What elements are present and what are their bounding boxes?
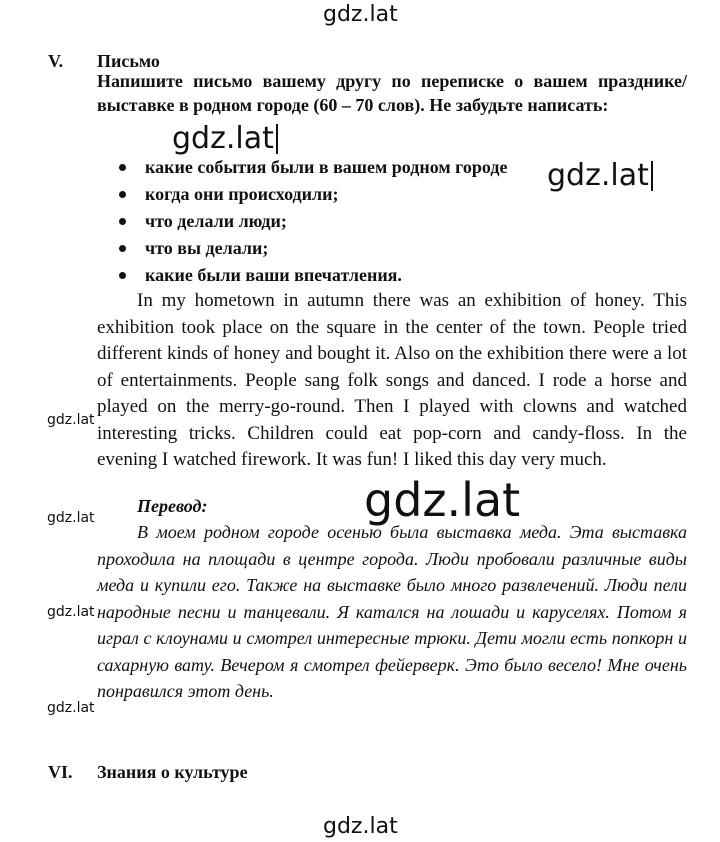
list-item: [115, 208, 507, 235]
watermark-large: gdz.lat: [364, 473, 521, 527]
task-instructions: Напишите письмо вашему другу по переписке о вашем празднике/выставке в родном городе (60 – 70 слов). Не забудьте написать:: [97, 71, 687, 115]
section-title-6: Знания о культуре: [97, 762, 248, 782]
letter-text: In my hometown in autumn there was an exhibition of honey. This exhibition took place on the square in the center of the town. People tried different kinds of honey and bought it. Also on the exhibition there were a lot of entertainments. People sang folk songs and danced. I rode a horse and played on the merry-go-round. Then I played with clowns and watched interesting tricks. Children could eat pop-corn and candy-floss. In the evening I watched firework. It was fun! I liked this day very much.: [97, 290, 687, 470]
bullet-text: что делали люди;: [145, 211, 287, 231]
watermark-margin-1: gdz.lat: [47, 412, 95, 428]
translation-heading: Перевод:: [137, 496, 208, 516]
bullet-icon: [119, 245, 126, 252]
watermark-mid-right: gdz.lat: [547, 161, 653, 191]
translation-text: В моем родном городе осенью была выставка меда. Эта выставка проходила на площади в центре города. Люди пробовали различные виды меда и купили его. Также на выставке было много развлечений. Люди пели народные песни и танцевали. Я катался на лошади и каруселях. Потом я играл с клоунами и смотрел интересные трюки. Дети могли есть попкорн и сахарную вату. Вечером я смотрел фейерверк. Это было весело! Мне очень понравился этот день.: [97, 522, 687, 701]
bullet-text: какие были ваши впечатления.: [145, 265, 402, 285]
bullet-icon: [119, 164, 126, 171]
bullet-text: какие события были в вашем родном городе: [145, 157, 508, 177]
section-number-5: V.: [48, 51, 64, 71]
list-item: [115, 154, 507, 181]
watermark-margin-3: gdz.lat: [47, 604, 95, 620]
bullet-text: что вы делали;: [145, 238, 269, 258]
watermark-margin-2: gdz.lat: [47, 510, 95, 526]
bullet-text: когда они происходили;: [145, 184, 339, 204]
task-bullet-list: [115, 154, 507, 289]
bullet-icon: [119, 218, 126, 225]
list-item: [115, 181, 507, 208]
bullet-icon: [119, 191, 126, 198]
list-item: [115, 262, 507, 289]
watermark-top: gdz.lat: [323, 2, 398, 27]
section-number-6: VI.: [48, 762, 73, 782]
list-item: [115, 235, 507, 262]
watermark-bottom: gdz.lat: [323, 814, 398, 839]
watermark-mid-left: gdz.lat: [172, 124, 278, 154]
bullet-icon: [119, 272, 126, 279]
watermark-margin-4: gdz.lat: [47, 700, 95, 716]
section-title-5: Письмо: [97, 51, 160, 71]
